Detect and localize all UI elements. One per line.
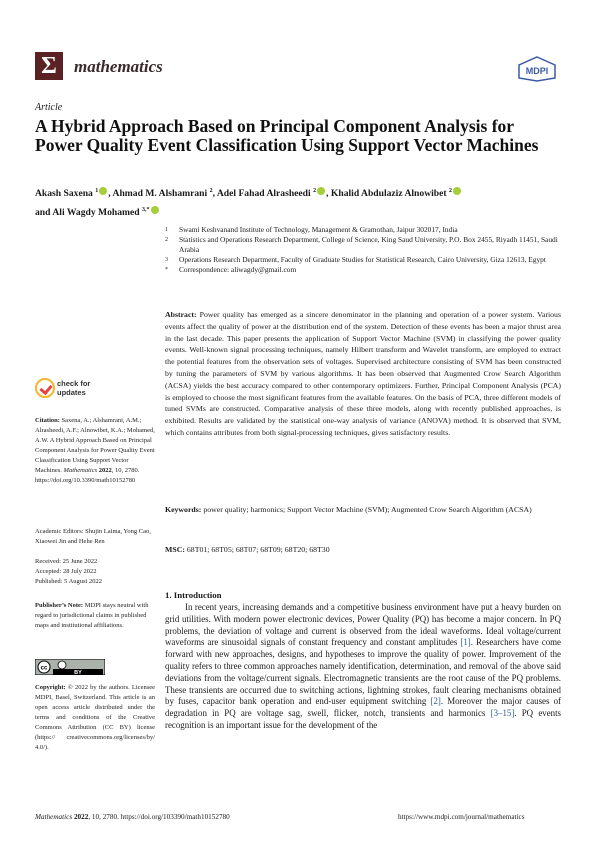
msc-codes — [165, 544, 561, 556]
affiliation-num: * — [165, 267, 168, 273]
orcid-icon[interactable] — [453, 187, 461, 195]
author-sup: 1 — [95, 188, 99, 194]
orcid-icon[interactable] — [99, 187, 107, 195]
affiliation-text: Statistics and Operations Research Department, College of Science, King Saud University, P.O. Box 2455, Riyadh 11451, Saudi Arabia — [179, 235, 558, 254]
citation-doi[interactable]: , 10, 2780. https://doi.org/10.3390/math10152780 — [35, 467, 140, 484]
author-name: Ahmad M. Alshamrani — [112, 188, 208, 200]
author-name: Khalid Abdulaziz Alnowibet — [330, 188, 447, 200]
intro-text-part: . Moreover the major causes of degradation in PQ are voltage sag, swell, flicker, notch, transients and harmonics — [165, 696, 561, 719]
citation-year: 2022 — [98, 467, 112, 474]
keywords-text: power quality; harmonics; Support Vector Machine (SVM); Augmented Crow Search Algorithm (ACSA) — [203, 505, 532, 514]
copyright-text: © 2022 by the authors. Licensee MDPI, Basel, Switzerland. This article is an open access article distributed under the terms and conditions of the Creative Commons Attribution (CC BY) license (https:// creativecommons.org/licenses/by/ 4.0/). — [35, 684, 155, 751]
intro-text-part: . PQ events recognition is an important issue for the development of the — [165, 708, 561, 730]
author-sup: 3,* — [142, 207, 150, 214]
citation-text: Saxena, A.; Alshamrani, A.M.; Alrasheedi, A.F.; Alnowibet, K.A.; Mohamed, A.W. A Hybrid Approach Based on Principal Component Analysis for Power Quality Event Classification Using Support Vector Machines. — [35, 417, 155, 474]
author-name: Adel Fahad Alrasheedi — [216, 188, 311, 200]
keywords — [165, 504, 561, 516]
author-sup: 2 — [448, 188, 452, 194]
orcid-icon[interactable] — [151, 206, 159, 214]
msc-label: MSC: — [165, 545, 185, 554]
copyright-label: Copyright: — [35, 684, 66, 691]
publisher-note-label: Publisher’s Note: — [35, 602, 84, 609]
mdpi-logo — [517, 56, 557, 82]
affiliation-item — [165, 265, 565, 275]
journal-name: mathematics — [74, 57, 163, 76]
citation-journal: Mathematics — [63, 467, 98, 474]
author-name: Ali Wagdy Mohamed — [52, 207, 140, 219]
affiliation-item — [165, 255, 565, 265]
reference-link[interactable]: [3–15] — [490, 708, 515, 719]
orcid-icon[interactable] — [317, 187, 325, 195]
mdpi-logo-text: MDPI — [525, 66, 549, 76]
affiliation-num: 1 — [165, 227, 168, 233]
footer-journal: Mathematics — [35, 813, 73, 821]
publisher-note-text: MDPI stays neutral with regard to jurisdictional claims in published maps and institutional affiliations. — [35, 602, 149, 629]
date-accepted: Accepted: 28 July 2022 — [35, 568, 97, 575]
intro-paragraph — [165, 602, 561, 732]
publisher-note — [35, 601, 155, 631]
copyright — [35, 683, 155, 753]
abstract-label: Abstract: — [165, 310, 197, 319]
abstract-text: Power quality has emerged as a sincere denominator in the planning and operation of a power system. Various events affect the quality of power at the distribution end of the system. Detection of these events has been a major thrust area in the last decade. This paper presents the application of Support Vector Machine (SVM) in classifying the power quality events. Well-known signal processing techniques, namely Hilbert transform and Wavelet transform, are employed to extract the potential features from the observation sets of voltages. Supervised architecture consisting of SVM has been constructed by tuning the parameters of SVM by various algorithms. It has been observed that Augmented Crow Search Algorithm (ACSA) yields the best accuracy compared to other contemporary optimizers. Further, Principal Component Analysis (PCA) is employed to choose the most significant features from the available features. On the basis of PCA, three different models of tuned SVMs are constructed. Comparative analysis of these three models, along with recently published approaches, is exhibited. Results are validated by the statistical one-way analysis of variance (ANOVA) method. It is observed that SVM, which contains attributes from both signal-processing techniques, gives satisfactory results. — [165, 310, 561, 437]
author-name: Akash Saxena — [35, 188, 93, 200]
check-updates-line2: updates — [57, 388, 86, 397]
cc-by-text: BY — [74, 670, 82, 675]
affiliation-num: 3 — [165, 257, 168, 263]
affiliation-text: Operations Research Department, Faculty of Graduate Studies for Statistical Research, Cairo University, Giza 12613, Egypt — [179, 255, 546, 264]
academic-editors: Academic Editors: Shujin Laima, Yong Cao, Xiaowei Jin and Hehe Ren — [35, 528, 151, 545]
footer-doi[interactable]: , 10, 2780. https://doi.org/103390/math10152780 — [88, 813, 230, 821]
check-updates-line1: check for — [57, 379, 91, 388]
keywords-label: Keywords: — [165, 505, 202, 514]
cc-by-license-icon[interactable] — [35, 659, 105, 675]
check-for-updates-button[interactable] — [35, 378, 105, 400]
affiliation-text: Swami Keshvanand Institute of Technology, Management & Gramothan, Jaipur 302017, India — [179, 225, 458, 234]
section-heading: 1. Introduction — [165, 590, 222, 600]
citation — [35, 416, 155, 486]
footer-url[interactable]: https://www.mdpi.com/journal/mathematics — [398, 813, 525, 821]
msc-text: 68T01; 68T05; 68T07; 68T09; 68T20; 68T30 — [186, 545, 330, 554]
journal-logo — [35, 52, 63, 80]
reference-link[interactable]: [2] — [430, 696, 441, 707]
reference-link[interactable]: [1] — [460, 637, 471, 648]
date-published: Published: 5 August 2022 — [35, 578, 102, 585]
affiliations — [165, 225, 565, 275]
author-list: Akash Saxena $^1$ , Ahmad M. Alshamrani $^2$, Adel Fahad Alrasheedi $^2$ , Khalid Abdulaziz Alnowibet $^2$ and Ali Wagdy Mohamed $^{3,*}$ — [35, 183, 565, 221]
date-received: Received: 25 June 2022 — [35, 558, 98, 565]
author-sup: 2 — [209, 188, 213, 194]
author-sup: 2 — [313, 188, 317, 194]
affiliation-num: 2 — [165, 237, 168, 243]
publication-dates — [35, 557, 155, 587]
footer-year: 2022 — [73, 813, 89, 821]
cc-text: cc — [40, 665, 48, 672]
article-title: A Hybrid Approach Based on Principal Component Analysis for Power Quality Event Classification Using Support Vector Machines — [35, 116, 539, 155]
intro-text-part: In recent years, increasing demands and a competitive business environment have put a heavy burden on grid utilities. With modern power electronic devices, Power Quality (PQ) has become a major concern. In PQ problems, the deviation of voltage and current is observed from the ideal waveforms. Ideal voltage/current waveforms are sinusoidal signals of constant frequency and constant amplitudes — [165, 602, 561, 648]
abstract — [165, 309, 561, 439]
journal-logo-symbol: Σ — [41, 52, 57, 79]
affiliation-item — [165, 235, 565, 255]
affiliation-item — [165, 225, 565, 235]
article-type: Article — [35, 102, 63, 113]
intro-text-part: . Researchers have come forward with new approaches, designs, and hypotheses to improve the quality of power. Improvement of the quality refers to three common approaches namely identification, determination, and removal of the above said deviations from the voltage/current signals. Electromagnetic transients are the root cause of the PQ problems. These transients are occurred due to switching actions, lightning strokes, fault clearing mechanisms obtained by fuses, capacitor bank operation and end-user equipment switching — [165, 637, 561, 707]
citation-label: Citation: — [35, 417, 60, 424]
footer-citation — [35, 813, 230, 821]
affiliation-text[interactable]: Correspondence: aliwagdy@gmail.com — [179, 265, 297, 274]
check-updates-icon — [35, 378, 55, 398]
